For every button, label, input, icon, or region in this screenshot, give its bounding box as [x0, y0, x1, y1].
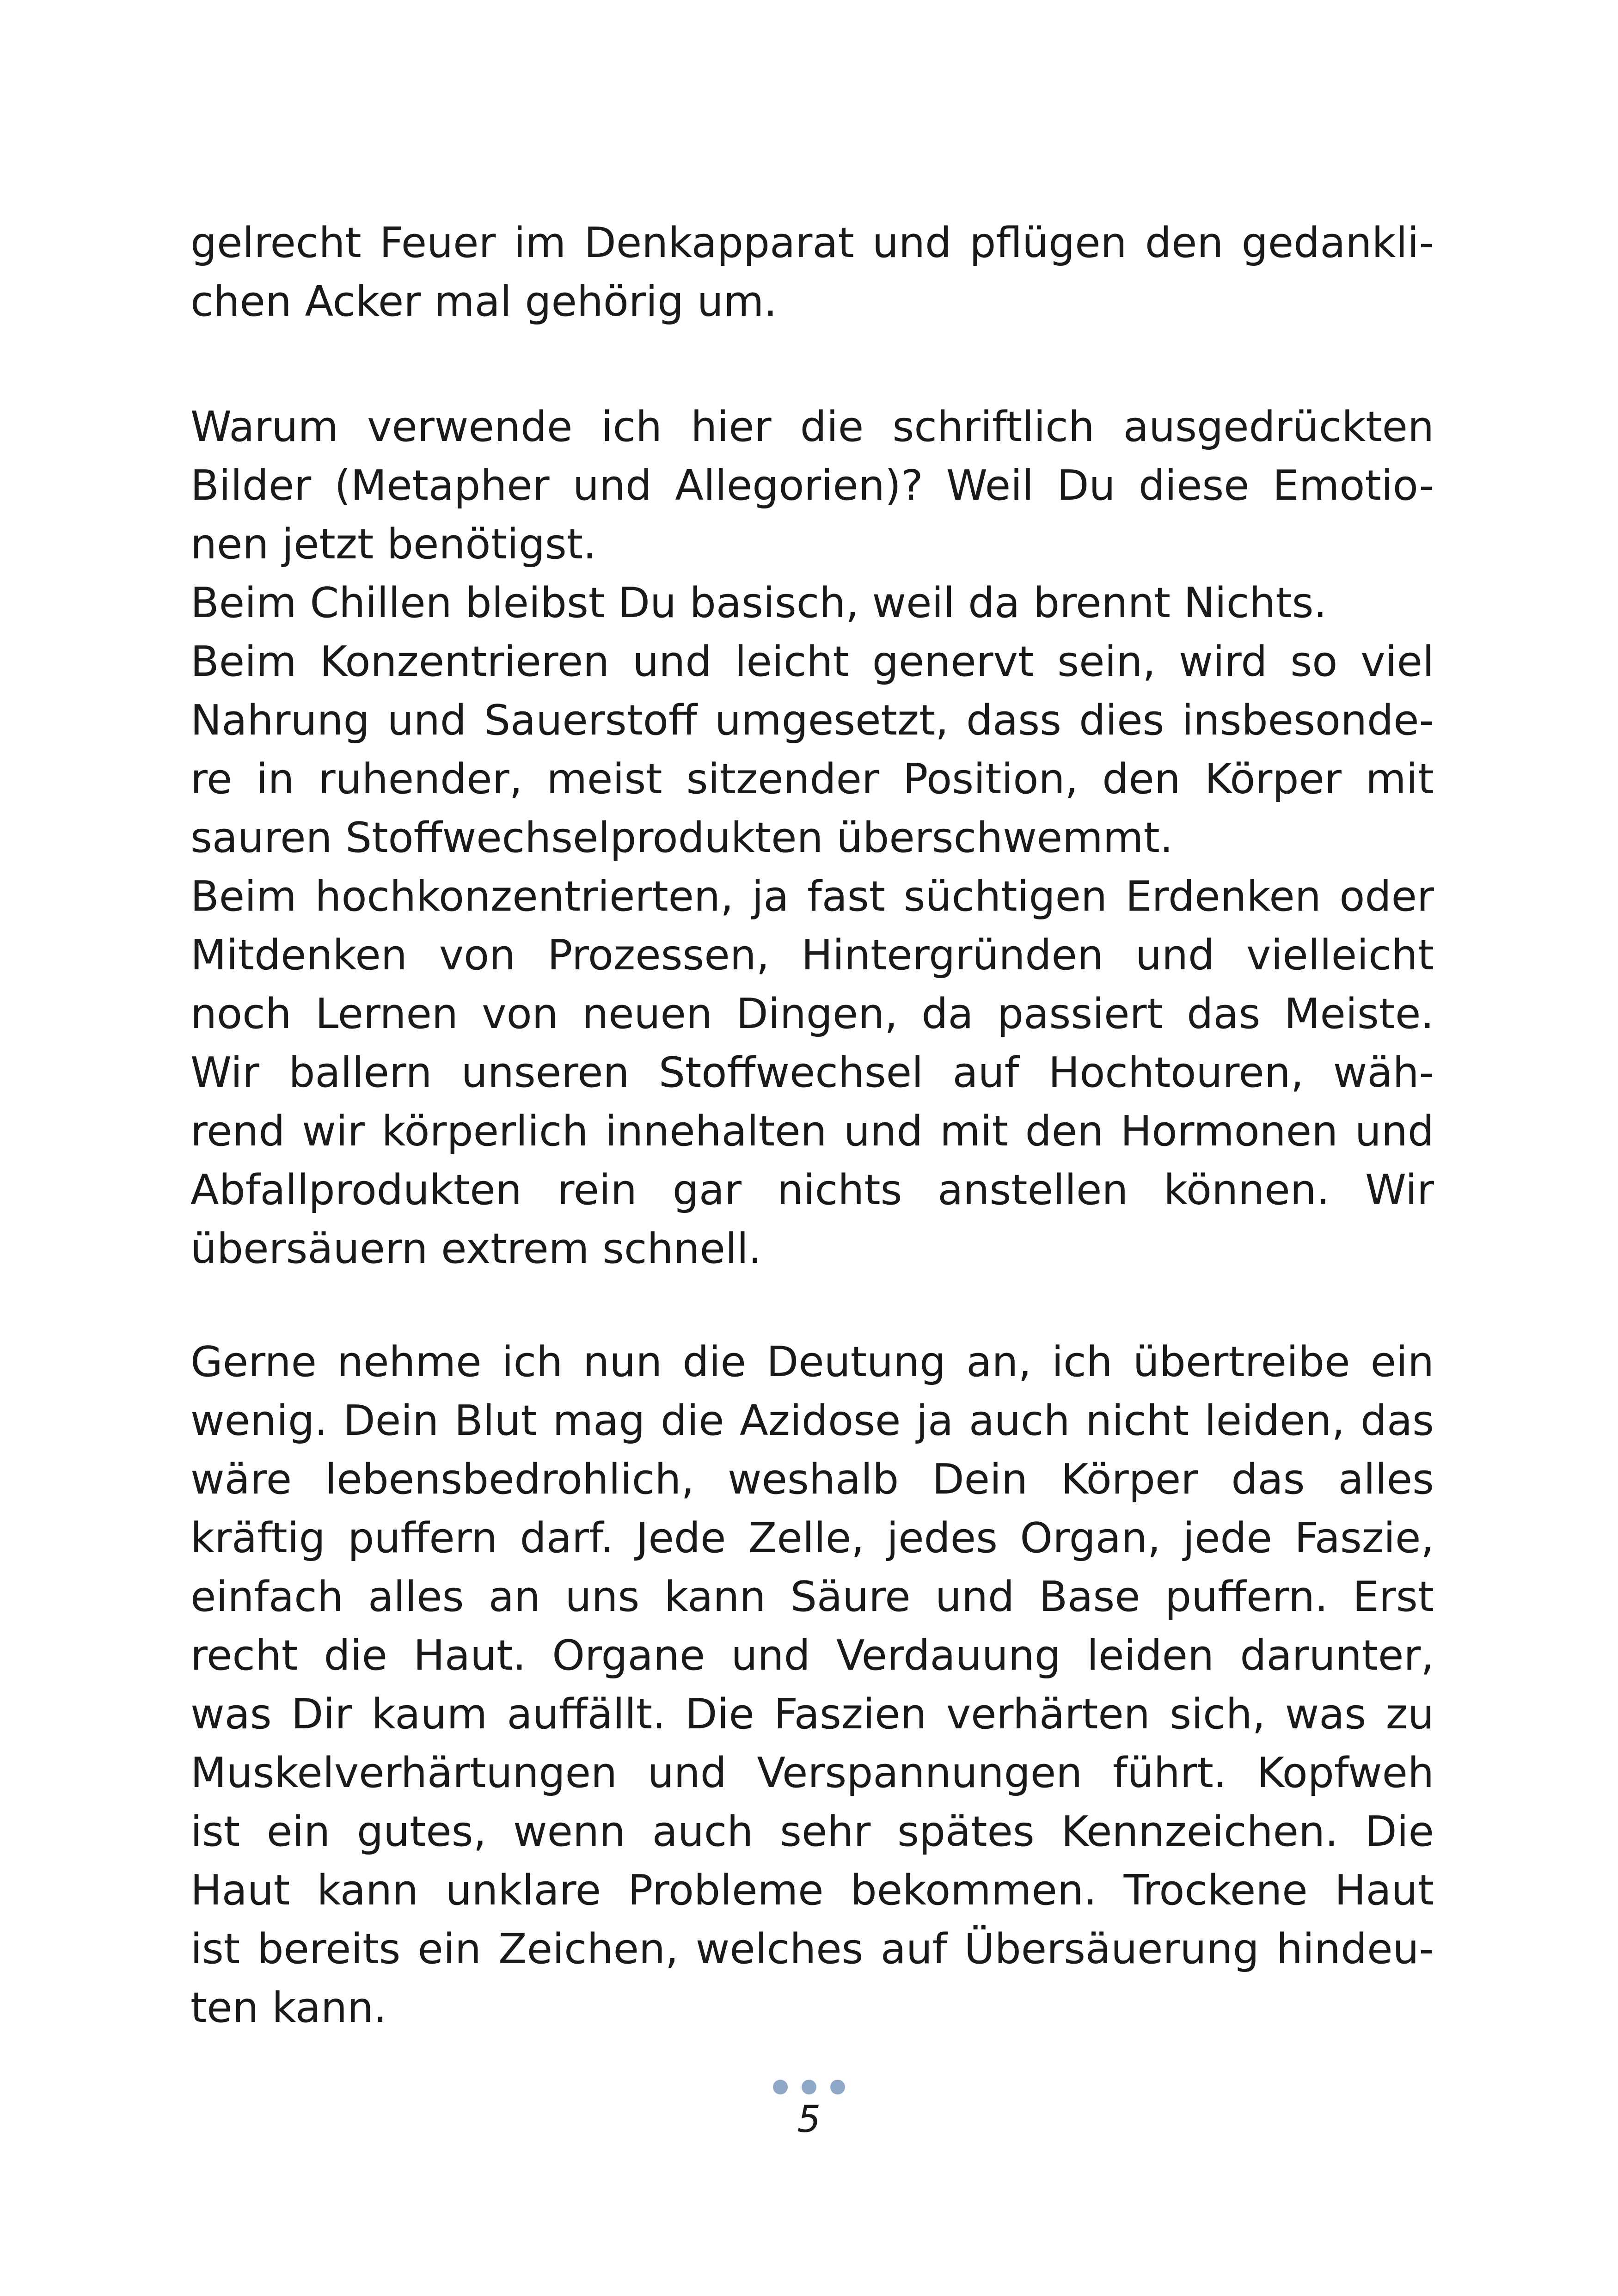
text-line: re in ruhender, meist sitzender Position, den Körper mit — [190, 755, 1434, 803]
text-line: Bilder (Metapher und Allegorien)? Weil Du diese Emotio- — [190, 461, 1434, 510]
ornament-dots — [773, 2079, 845, 2095]
paragraph-2 — [190, 398, 1434, 1278]
text-line: noch Lernen von neuen Dingen, da passiert das Meiste. — [190, 990, 1434, 1038]
text-line: ten kann. — [190, 1984, 387, 2032]
text-line: übersäuern extrem schnell. — [190, 1225, 762, 1273]
paragraph-1 — [190, 214, 1434, 331]
dot-icon — [802, 2080, 816, 2094]
text-line: rend wir körperlich innehalten und mit den Hormonen und — [190, 1107, 1434, 1156]
text-line: Beim Chillen bleibst Du basisch, weil da brennt Nichts. — [190, 579, 1327, 627]
text-line: ist bereits ein Zeichen, welches auf Übersäuerung hindeu- — [190, 1925, 1434, 1973]
text-line: chen Acker mal gehörig um. — [190, 277, 778, 326]
text-line: sauren Stoffwechselprodukten überschwemmt. — [190, 814, 1173, 862]
text-line: Nahrung und Sauerstoff umgesetzt, dass dies insbesonde- — [190, 696, 1434, 745]
text-line: ist ein gutes, wenn auch sehr spätes Kennzeichen. Die — [190, 1807, 1434, 1856]
text-line: kräftig puffern darf. Jede Zelle, jedes Organ, jede Faszie, — [190, 1514, 1434, 1562]
text-line: Warum verwende ich hier die schriftlich ausgedrückten — [190, 403, 1434, 451]
paragraph-3 — [190, 1333, 1434, 2037]
text-line: wäre lebensbedrohlich, weshalb Dein Körper das alles — [190, 1455, 1434, 1504]
text-line: Muskelverhärtungen und Verspannungen führt. Kopfweh — [190, 1749, 1434, 1797]
text-line: einfach alles an uns kann Säure und Base puffern. Erst — [190, 1573, 1434, 1621]
text-line: Haut kann unklare Probleme bekommen. Trockene Haut — [190, 1866, 1434, 1915]
text-line: was Dir kaum auffällt. Die Faszien verhärten sich, was zu — [190, 1690, 1434, 1739]
text-line: Beim Konzentrieren und leicht genervt sein, wird so viel — [190, 637, 1434, 686]
text-line: nen jetzt benötigst. — [190, 520, 596, 569]
text-line: Abfallprodukten rein gar nichts anstellen können. Wir — [190, 1166, 1434, 1214]
dot-icon — [830, 2080, 845, 2094]
text-line: Wir ballern unseren Stoffwechsel auf Hochtouren, wäh- — [190, 1048, 1434, 1097]
text-line: wenig. Dein Blut mag die Azidose ja auch nicht leiden, das — [190, 1396, 1434, 1445]
text-line: recht die Haut. Organe und Verdauung leiden darunter, — [190, 1631, 1434, 1680]
text-line: gelrecht Feuer im Denkapparat und pflügen den gedankli- — [190, 219, 1434, 267]
text-line: Gerne nehme ich nun die Deutung an, ich übertreibe ein — [190, 1338, 1434, 1386]
text-line: Mitdenken von Prozessen, Hintergründen und vielleicht — [190, 931, 1434, 980]
dot-icon — [773, 2080, 788, 2094]
text-line: Beim hochkonzentrierten, ja fast süchtigen Erdenken oder — [190, 872, 1434, 921]
page-number: 5 — [797, 2098, 821, 2141]
